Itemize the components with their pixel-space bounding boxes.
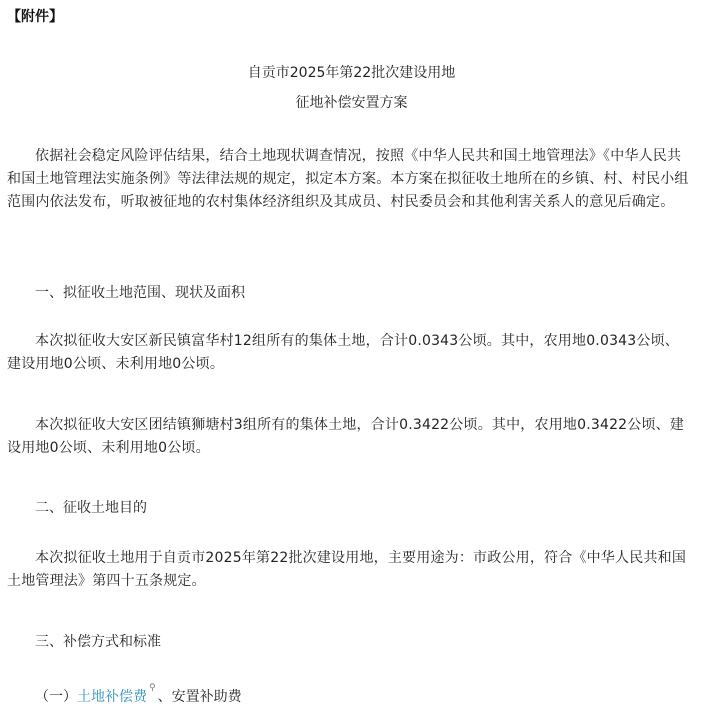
- section1-heading: 一、拟征收土地范围、现状及面积: [35, 285, 245, 301]
- section2-paragraph: 本次拟征收土地用于自贡市2025年第22批次建设用地，主要用途为：市政公用，符合《中华人民共和国土地管理法》第四十五条规定。: [7, 550, 687, 589]
- subsection1-suffix: 、安置补助费: [157, 689, 242, 705]
- document-title-line1: 自贡市2025年第22批次建设用地: [247, 65, 456, 81]
- section1-paragraph1: 本次拟征收大安区新民镇富华村12组所有的集体土地，合计0.0343公顷。其中，农用地0.0343公顷、建设用地0公顷、未利用地0公顷。: [7, 333, 679, 372]
- subsection1-prefix: （一）: [35, 689, 77, 705]
- search-magnifier-icon[interactable]: ⚲: [149, 683, 156, 693]
- section3-heading: 三、补偿方式和标准: [35, 634, 161, 650]
- attachment-label: 【附件】: [7, 9, 63, 25]
- section1-paragraph2: 本次拟征收大安区团结镇狮塘村3组所有的集体土地，合计0.3422公顷。其中，农用地0.3422公顷、建设用地0公顷、未利用地0公顷。: [7, 417, 685, 456]
- intro-paragraph: 依据社会稳定风险评估结果，结合土地现状调查情况，按照《中华人民共和国土地管理法》《中华人民共和国土地管理法实施条例》等法律法规的规定，拟定本方案。本方案在拟征收土地所在的乡镇、村、村民小组范围内依法发布，听取被征地的农村集体经济组织及其成员、村民委员会和其他利害关系人的意见后确定。: [7, 148, 689, 210]
- document-title-line2: 征地补偿安置方案: [295, 95, 408, 111]
- section2-heading: 二、征收土地目的: [35, 500, 147, 516]
- subsection1-heading: [35, 683, 242, 706]
- land-compensation-link[interactable]: 土地补偿费: [77, 689, 147, 705]
